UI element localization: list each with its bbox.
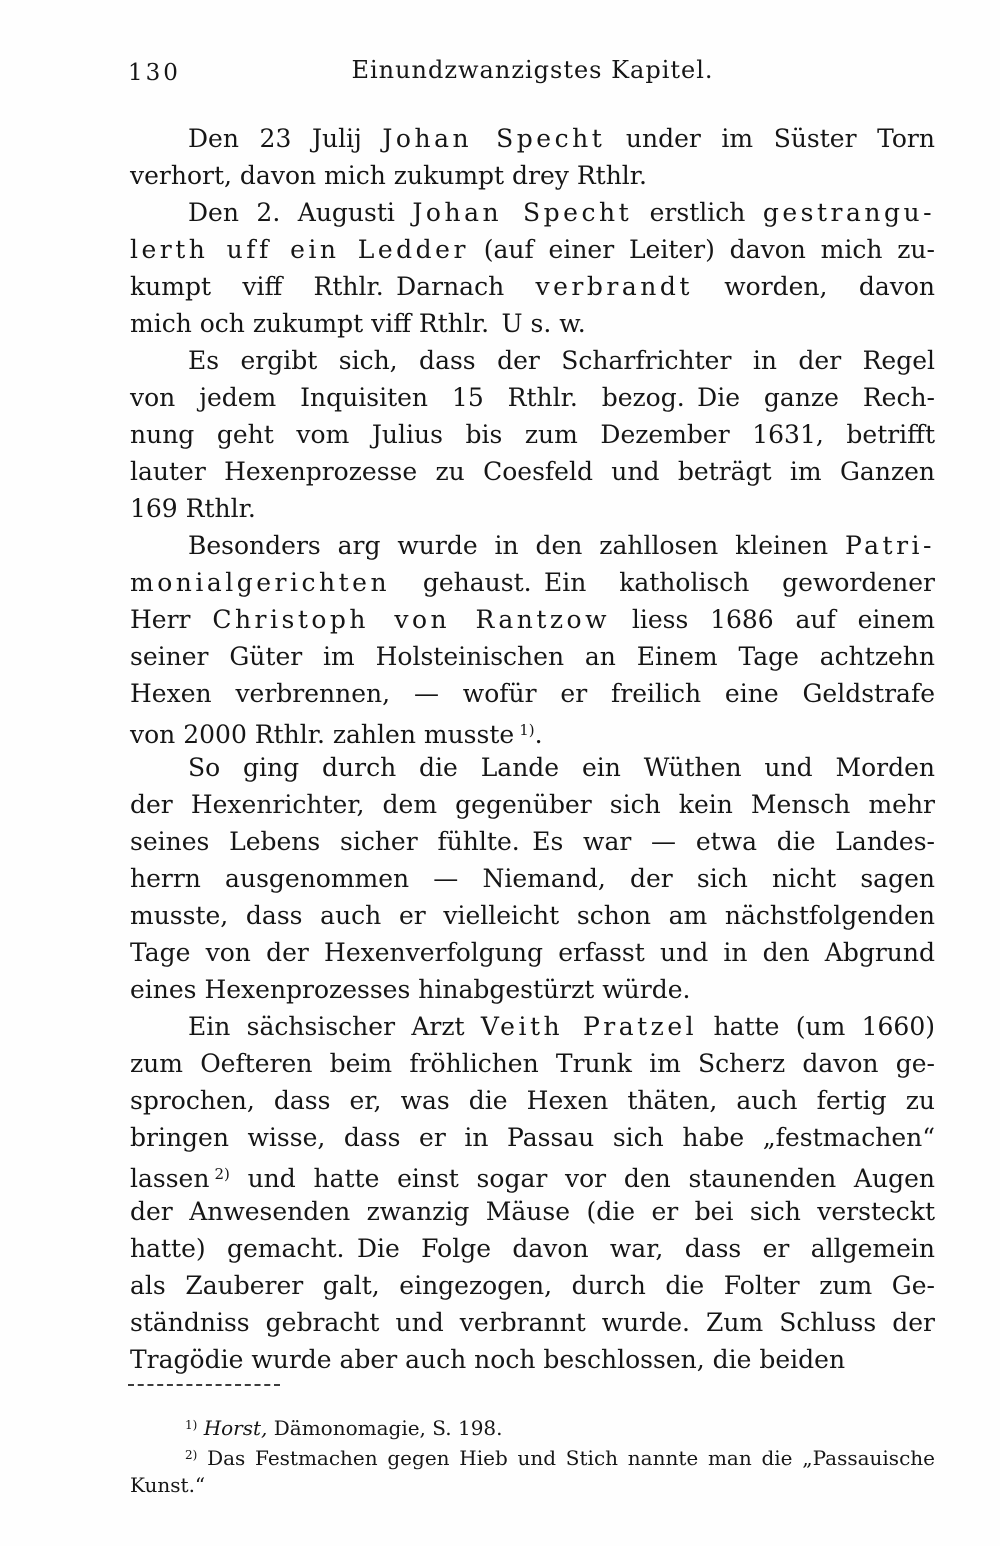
text-segment-plain: von 2000 Rthlr. zahlen musste bbox=[130, 720, 520, 749]
text-segment-sperr: monialgerichten bbox=[130, 568, 391, 597]
text-segment-plain: der Hexenrichter, dem gegenüber sich kein Mensch mehr bbox=[130, 790, 935, 819]
text-segment-sperr: lerth uff ein Ledder bbox=[130, 235, 469, 264]
text-line bbox=[130, 675, 935, 712]
paragraph bbox=[130, 749, 935, 1008]
text-segment-plain: hatte) gemacht. Die Folge davon war, dass er allgemein bbox=[130, 1234, 935, 1263]
paragraph bbox=[130, 527, 935, 749]
text-line bbox=[130, 1304, 935, 1341]
text-segment-plain: erstlich bbox=[632, 198, 763, 227]
text-line bbox=[130, 823, 935, 860]
text-segment-plain: Das Festmachen gegen Hieb und Stich nannte man die „Passauische bbox=[197, 1446, 935, 1470]
text-line bbox=[130, 712, 935, 749]
text-line bbox=[130, 1410, 935, 1440]
text-line bbox=[130, 1193, 935, 1230]
text-line bbox=[130, 1008, 935, 1045]
text-segment-plain: Besonders arg wurde in den zahllosen kleinen bbox=[188, 531, 845, 560]
text-segment-plain: So ging durch die Lande ein Wüthen und Morden bbox=[188, 753, 935, 782]
paragraph bbox=[130, 1440, 935, 1500]
footnote-divider bbox=[128, 1384, 280, 1386]
text-line bbox=[130, 120, 935, 157]
text-line bbox=[130, 860, 935, 897]
text-line bbox=[130, 1440, 935, 1470]
paragraph bbox=[130, 1008, 935, 1378]
text-segment-plain: von jedem Inquisiten 15 Rthlr. bezog. Die ganze Rech- bbox=[130, 383, 935, 412]
text-segment-plain: gehaust. Ein katholisch gewordener bbox=[390, 568, 935, 597]
text-segment-plain: lauter Hexenprozesse zu Coesfeld und beträgt im Ganzen bbox=[130, 457, 935, 486]
text-segment-plain: mich och zukumpt viff Rthlr. U s. w. bbox=[130, 309, 586, 338]
text-segment-plain: kumpt viff Rthlr. Darnach bbox=[130, 272, 536, 301]
paragraph bbox=[130, 120, 935, 194]
text-segment-plain: Dämonomagie, S. 198. bbox=[267, 1416, 503, 1440]
text-segment-sup: 1) bbox=[519, 721, 535, 739]
text-segment-plain: (auf einer Leiter) davon mich zu- bbox=[468, 235, 935, 264]
paragraph bbox=[130, 194, 935, 342]
text-segment-sperr: Johan Specht bbox=[382, 124, 606, 153]
text-segment-sperr: gestrangu- bbox=[762, 198, 936, 227]
text-segment-plain: Herr bbox=[130, 605, 213, 634]
text-line bbox=[130, 379, 935, 416]
text-line bbox=[130, 194, 935, 231]
text-line bbox=[130, 934, 935, 971]
paragraph bbox=[130, 342, 935, 527]
body-text bbox=[130, 120, 935, 1378]
paragraph bbox=[130, 1410, 935, 1440]
running-header bbox=[130, 56, 935, 86]
text-segment-plain: Tage von der Hexenverfolgung erfasst und in den Abgrund bbox=[130, 938, 935, 967]
text-line bbox=[130, 1119, 935, 1156]
text-line bbox=[130, 897, 935, 934]
text-segment-plain: under im Süster Torn bbox=[605, 124, 935, 153]
text-segment-plain: bringen wisse, dass er in Passau sich habe „festmachen“ bbox=[130, 1123, 935, 1152]
text-segment-plain: der Anwesenden zwanzig Mäuse (die er bei sich versteckt bbox=[130, 1197, 935, 1226]
text-segment-plain: Kunst.“ bbox=[130, 1473, 206, 1497]
text-segment-plain: lassen bbox=[130, 1164, 215, 1193]
text-line bbox=[130, 157, 935, 194]
text-line bbox=[130, 1156, 935, 1193]
text-line bbox=[130, 416, 935, 453]
text-segment-sup: 2) bbox=[185, 1448, 198, 1462]
text-segment-plain: Den 2. Augusti bbox=[188, 198, 413, 227]
text-line bbox=[130, 1267, 935, 1304]
text-segment-sup: 1) bbox=[185, 1418, 198, 1432]
text-segment-plain: und hatte einst sogar vor den staunenden Augen bbox=[229, 1164, 935, 1193]
text-segment-plain: nung geht vom Julius bis zum Dezember 1631, betrifft bbox=[130, 420, 935, 449]
text-line bbox=[130, 342, 935, 379]
text-line bbox=[130, 638, 935, 675]
text-line bbox=[130, 231, 935, 268]
text-line bbox=[130, 564, 935, 601]
text-segment-plain: seines Lebens sicher fühlte. Es war — etwa die Landes- bbox=[130, 827, 935, 856]
text-segment-sperr: Patri- bbox=[844, 531, 935, 560]
text-line bbox=[130, 601, 935, 638]
chapter-running-title: Einundzwanzigstes Kapitel. bbox=[351, 56, 714, 84]
footnotes bbox=[130, 1410, 935, 1500]
text-segment-plain: worden, davon bbox=[692, 272, 935, 301]
text-line bbox=[130, 1470, 935, 1500]
text-line bbox=[130, 490, 935, 527]
text-segment-sperr: Christoph von Rantzow bbox=[212, 605, 611, 634]
text-segment-plain: herrn ausgenommen — Niemand, der sich nicht sagen bbox=[130, 864, 935, 893]
text-segment-plain: liess 1686 auf einem bbox=[610, 605, 935, 634]
text-line bbox=[130, 786, 935, 823]
text-line bbox=[130, 305, 935, 342]
text-segment-sperr: Veith Pratzel bbox=[480, 1012, 698, 1041]
text-segment-italic: Horst, bbox=[203, 1416, 268, 1440]
text-line bbox=[130, 268, 935, 305]
text-segment-plain: 169 Rthlr. bbox=[130, 494, 256, 523]
text-segment-plain: eines Hexenprozesses hinabgestürzt würde. bbox=[130, 975, 691, 1004]
text-segment-plain: verhort, davon mich zukumpt drey Rthlr. bbox=[130, 161, 647, 190]
text-segment-plain: ständniss gebracht und verbrannt wurde. Zum Schluss der bbox=[130, 1308, 935, 1337]
text-line bbox=[130, 453, 935, 490]
text-line bbox=[130, 971, 935, 1008]
text-line bbox=[130, 1082, 935, 1119]
text-segment-sperr: Johan Specht bbox=[412, 198, 633, 227]
text-line bbox=[130, 749, 935, 786]
text-segment-plain: musste, dass auch er vielleicht schon am nächstfolgenden bbox=[130, 901, 935, 930]
text-segment-sup: 2) bbox=[214, 1165, 230, 1183]
text-segment-plain: seiner Güter im Holsteinischen an Einem Tage achtzehn bbox=[130, 642, 935, 671]
text-segment-plain: Tragödie wurde aber auch noch beschlossen, die beiden bbox=[130, 1345, 846, 1374]
text-segment-plain: sprochen, dass er, was die Hexen thäten, auch fertig zu bbox=[130, 1086, 935, 1115]
text-segment-plain: zum Oefteren beim fröhlichen Trunk im Scherz davon ge- bbox=[130, 1049, 935, 1078]
text-segment-plain: Ein sächsischer Arzt bbox=[188, 1012, 481, 1041]
text-line bbox=[130, 1045, 935, 1082]
text-segment-plain: . bbox=[534, 720, 543, 749]
text-line bbox=[130, 1341, 935, 1378]
text-segment-plain: Den 23 Julij bbox=[188, 124, 383, 153]
text-segment-plain: als Zauberer galt, eingezogen, durch die Folter zum Ge- bbox=[130, 1271, 935, 1300]
text-line bbox=[130, 1230, 935, 1267]
text-line bbox=[130, 527, 935, 564]
text-segment-sperr: verbrandt bbox=[535, 272, 693, 301]
text-segment-plain: Es ergibt sich, dass der Scharfrichter in der Regel bbox=[188, 346, 935, 375]
text-segment-plain: Hexen verbrennen, — wofür er freilich eine Geldstrafe bbox=[130, 679, 935, 708]
text-segment-plain: hatte (um 1660) bbox=[697, 1012, 935, 1041]
page-number: 130 bbox=[128, 60, 181, 86]
